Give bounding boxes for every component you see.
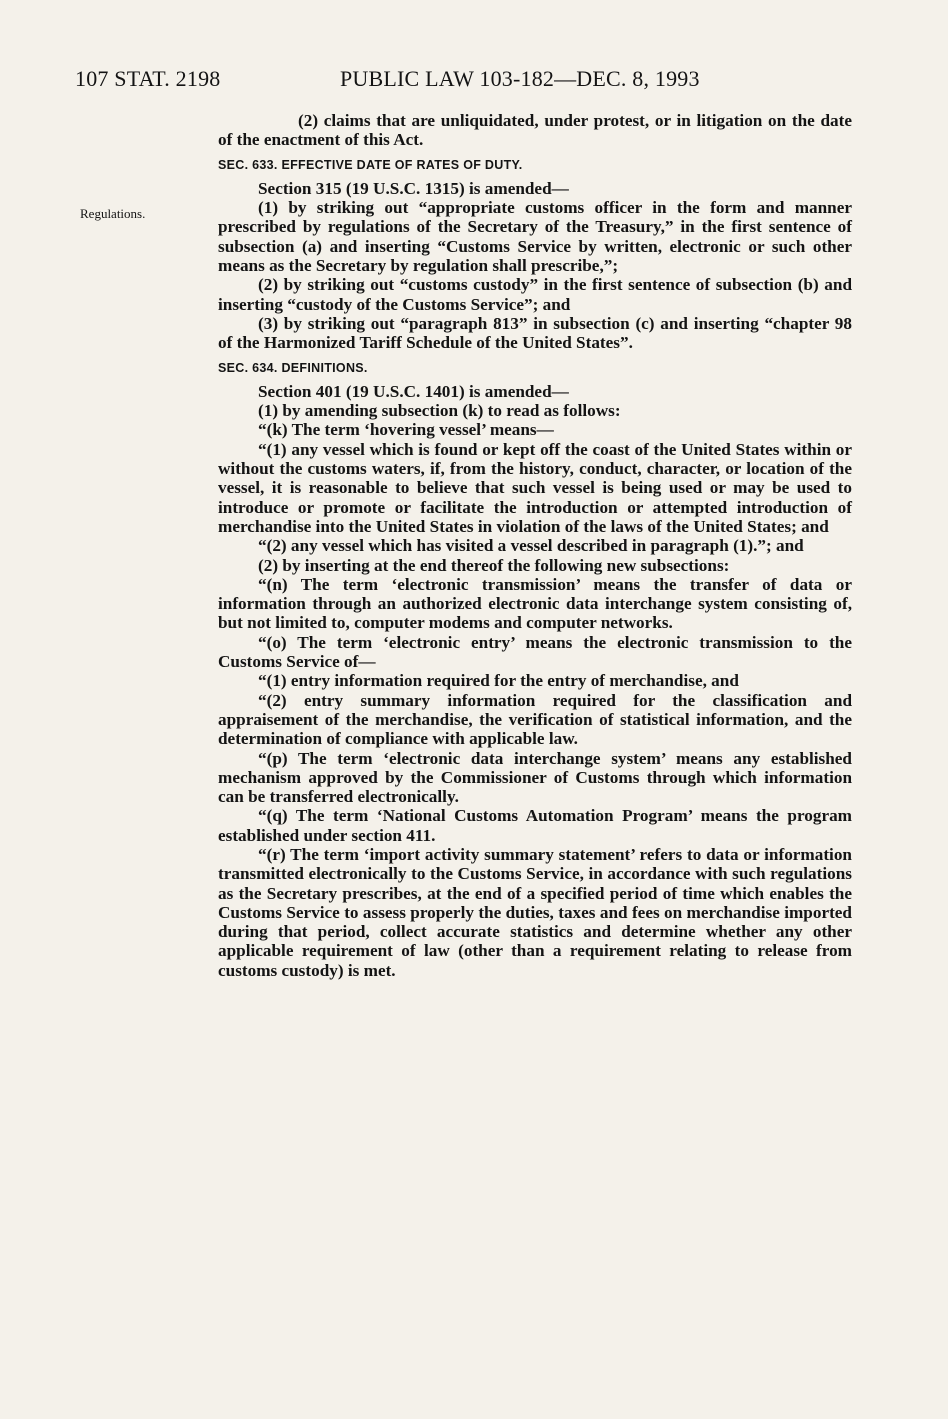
paragraph: “(q) The term ‘National Customs Automation Program’ means the program established under section 411. <box>218 806 852 845</box>
paragraph: Section 315 (19 U.S.C. 1315) is amended— <box>258 178 569 198</box>
paragraph: “(1) entry information required for the entry of merchandise, and <box>258 671 739 691</box>
paragraph: Section 401 (19 U.S.C. 1401) is amended— <box>258 381 569 401</box>
section-heading: SEC. 634. DEFINITIONS. <box>218 360 368 375</box>
paragraph: (2) by inserting at the end thereof the following new subsections: <box>258 555 730 575</box>
paragraph: “(r) The term ‘import activity summary statement’ refers to data or information transmitted electronically to the Customs Service, in accordance with such regulations as the Secretary prescribes, at the end of a specified period of time which enables the Customs Service to assess properly the duties, taxes and fees on merchandise imported during that period, collect accurate statistics and determine whether any other applicable requirement of law (other than a requirement relating to release from customs custody) is met. <box>218 844 852 980</box>
margin-note: Regulations. <box>80 206 146 221</box>
paragraph: “(1) any vessel which is found or kept off the coast of the United States within or without the customs waters, if, from the history, conduct, character, or location of the vessel, it is reasonable to believe that such vessel is being used or may be used to introduce or promote or facilitate the introduction or attempted introduction of merchandise into the United States in violation of the laws of the United States; and <box>218 439 852 536</box>
paragraph: (3) by striking out “paragraph 813” in subsection (c) and inserting “chapter 98 of the Harmonized Tariff Schedule of the United States”. <box>218 313 852 353</box>
paragraph: (1) by amending subsection (k) to read as follows: <box>258 401 621 421</box>
paragraph: “(n) The term ‘electronic transmission’ means the transfer of data or information through an authorized electronic data interchange system consisting of, but not limited to, computer modems and computer networks. <box>218 574 852 633</box>
document-body <box>218 111 852 980</box>
paragraph: “(k) The term ‘hovering vessel’ means— <box>258 420 554 440</box>
paragraph: (1) by striking out “appropriate customs officer in the form and manner prescribed by regulations of the Secretary of the Treasury,” in the first sentence of subsection (a) and inserting “Customs Service by written, electronic or such other means as the Secretary by regulation shall prescribe,”; <box>218 198 852 276</box>
paragraph: “(p) The term ‘electronic data interchange system’ means any established mechanism approved by the Commissioner of Customs through which information can be transferred electronically. <box>218 748 852 807</box>
page-header <box>75 66 845 92</box>
paragraph: (2) claims that are unliquidated, under protest, or in litigation on the date of the enactment of this Act. <box>218 111 852 150</box>
paragraph: “(2) any vessel which has visited a vessel described in paragraph (1).”; and <box>258 536 804 556</box>
paragraph: “(o) The term ‘electronic entry’ means the electronic transmission to the Customs Service of— <box>218 632 852 672</box>
law-title: PUBLIC LAW 103-182—DEC. 8, 1993 <box>340 66 700 91</box>
paragraph: (2) by striking out “customs custody” in the first sentence of subsection (b) and inserting “custody of the Customs Service”; and <box>218 275 852 314</box>
paragraph: “(2) entry summary information required for the classification and appraisement of the merchandise, the verification of statistical information, and the determination of compliance with applicable law. <box>218 690 852 749</box>
stat-page-number: 107 STAT. 2198 <box>75 66 221 91</box>
section-heading: SEC. 633. EFFECTIVE DATE OF RATES OF DUTY. <box>218 157 523 172</box>
